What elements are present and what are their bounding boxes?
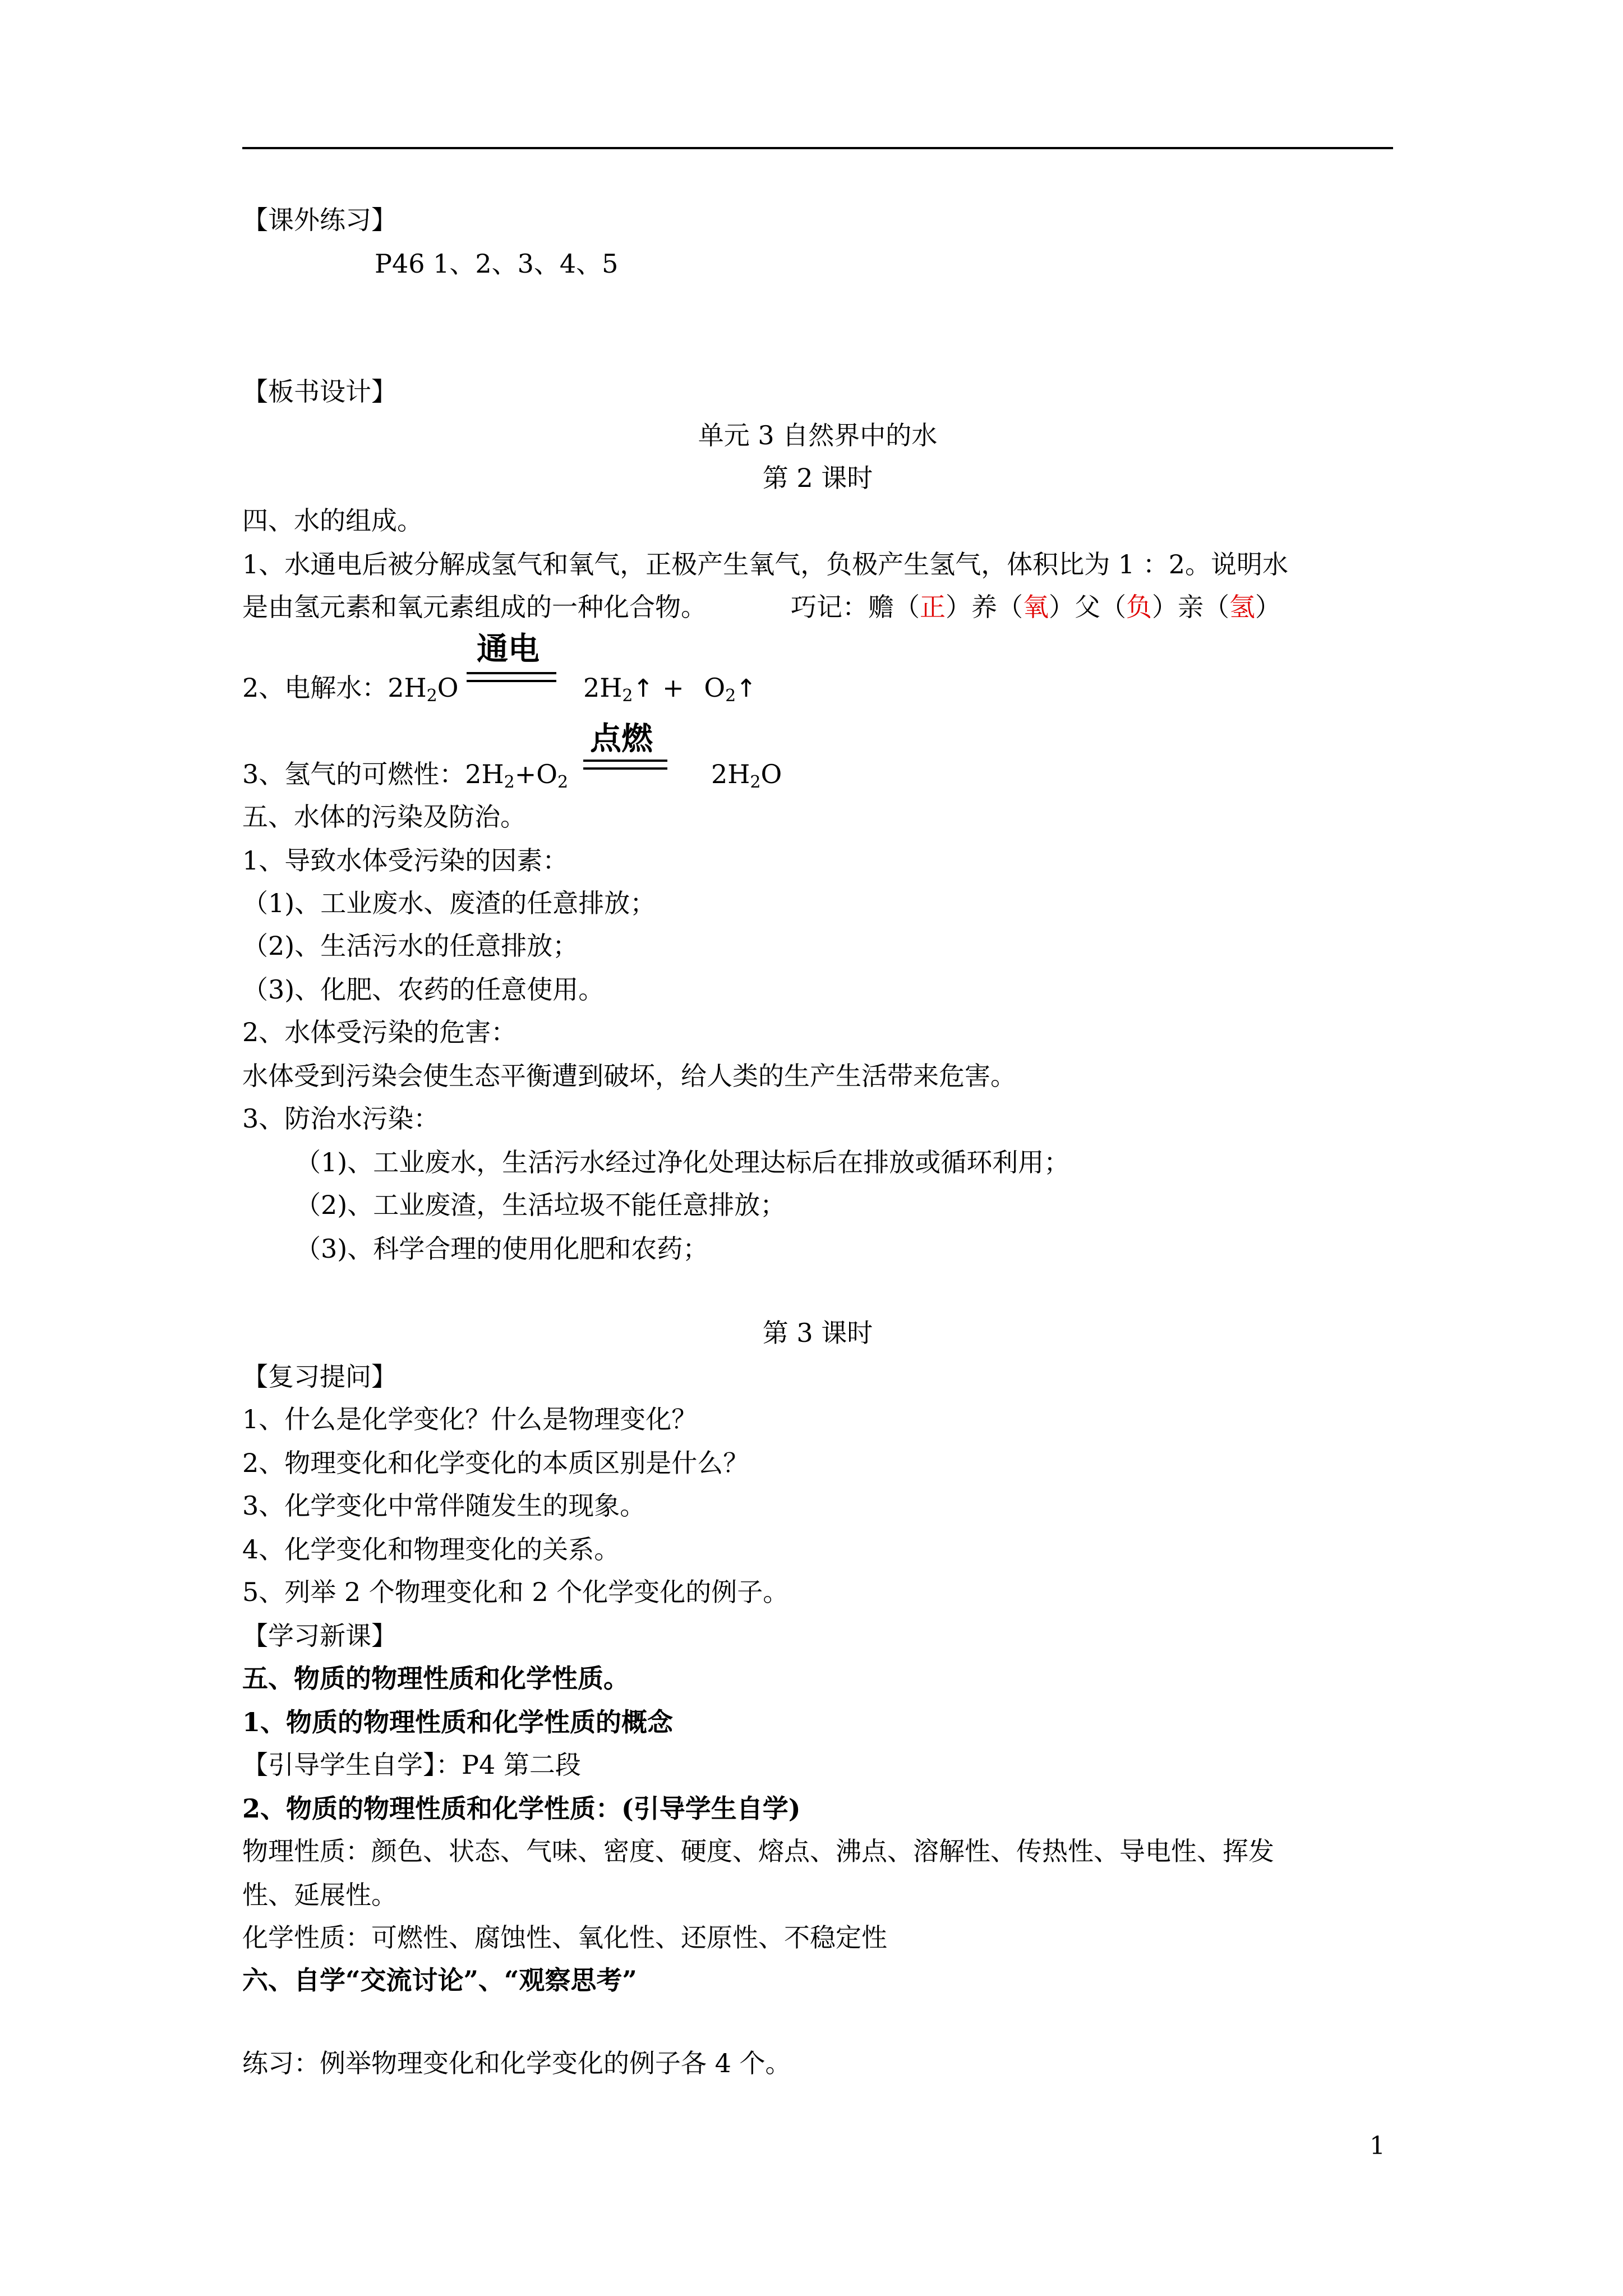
review-q2: 2、物理变化和化学变化的本质区别是什么？ — [242, 1448, 749, 1478]
review-q5: 5、列举 2 个物理变化和 2 个化学变化的例子。 — [242, 1577, 789, 1607]
equation-combustion-lhs: 3、氢气的可燃性：$2H_2+O_2$ — [242, 759, 569, 792]
exercise: 练习：例举物理变化和化学变化的例子各 4 个。 — [242, 2048, 791, 2078]
mnemonic-char-zheng: 正 — [920, 592, 946, 622]
homework-content: P46 1、2、3、4、5 — [375, 249, 619, 279]
mnemonic-char-yang: 氧 — [1023, 592, 1049, 622]
section5-item2a: 水体受到污染会使生态平衡遭到破坏，给人类的生产生活带来危害。 — [242, 1061, 1016, 1091]
section5-item1b: （2)、生活污水的任意排放； — [242, 931, 579, 961]
lesson3-title: 第 3 课时 — [762, 1318, 873, 1348]
equation-bar-bottom — [583, 767, 667, 770]
unit-title: 单元 3 自然界中的水 — [698, 420, 938, 450]
review-q4: 4、化学变化和物理变化的关系。 — [242, 1534, 620, 1565]
equation-bar-top — [467, 672, 556, 674]
review-q3: 3、化学变化中常伴随发生的现象。 — [242, 1490, 646, 1521]
equation-electrolysis-rhs: $2H_2↑$ + $O_2↑$ — [583, 673, 757, 706]
mnemonic-char-fu: 负 — [1126, 592, 1152, 622]
section5-item1a: （1)、工业废水、废渣的任意排放； — [242, 888, 656, 918]
condition-ignite: 点燃 — [590, 721, 653, 757]
condition-electricity: 通电 — [477, 631, 540, 668]
chemical-properties: 化学性质：可燃性、腐蚀性、氧化性、还原性、不稳定性 — [242, 1922, 887, 1953]
physical-properties-line1: 物理性质：颜色、状态、气味、密度、硬度、熔点、沸点、溶解性、传热性、导电性、挥发 — [242, 1836, 1274, 1866]
equation-bar-bottom — [467, 680, 556, 682]
equation-combustion-rhs: $2H_2O$ — [711, 759, 782, 792]
section5-item3a: （1)、工业废水，生活污水经过净化处理达标后在排放或循环利用； — [295, 1147, 1070, 1177]
section5-item3: 3、防治水污染： — [242, 1103, 440, 1134]
section6-title: 六、自学“交流讨论”、“观察思考” — [242, 1965, 637, 1995]
review-q1: 1、什么是化学变化？什么是物理变化？ — [242, 1404, 698, 1434]
section5-item1: 1、导致水体受污染的因素： — [242, 845, 569, 876]
homework-heading: 【课外练习】 — [242, 205, 397, 235]
lesson3-section5-item1: 1、物质的物理性质和化学性质的概念 — [242, 1707, 674, 1737]
section4-para-line1: 1、水通电后被分解成氢气和氧气，正极产生氧气，负极产生氢气，体积比为 1 ：2。说明水 — [242, 549, 1289, 579]
header-rule — [242, 147, 1393, 149]
section4-title: 四、水的组成。 — [242, 505, 423, 536]
lesson3-section5-item2: 2、物质的物理性质和化学性质：(引导学生自学) — [242, 1793, 801, 1824]
section5-item3b: （2)、工业废渣，生活垃圾不能任意排放； — [295, 1190, 786, 1220]
section4-para-line2: 是由氢元素和氧元素组成的一种化合物。 — [242, 592, 707, 622]
section5-item2: 2、水体受污染的危害： — [242, 1017, 517, 1047]
up-arrow-icon: ↑ — [633, 674, 654, 703]
mnemonic: 巧记：赡（正）养（氧）父（负）亲（氢） — [791, 592, 1281, 622]
physical-properties-line2: 性、延展性。 — [242, 1880, 397, 1910]
new-lesson-heading: 【学习新课】 — [242, 1621, 397, 1651]
section5-title: 五、水体的污染及防治。 — [242, 802, 526, 832]
up-arrow-icon: ↑ — [736, 674, 757, 703]
section5-item3c: （3)、科学合理的使用化肥和农药； — [295, 1234, 709, 1264]
page-number: 1 — [1370, 2132, 1385, 2160]
lesson2-title: 第 2 课时 — [762, 463, 873, 493]
guide-self-study: 【引导学生自学】：P4 第二段 — [242, 1750, 581, 1780]
board-heading: 【板书设计】 — [242, 376, 397, 407]
review-heading: 【复习提问】 — [242, 1361, 397, 1392]
mnemonic-char-qing: 氢 — [1229, 592, 1255, 622]
equation-bar-top — [583, 760, 667, 762]
equation-electrolysis-lhs: 2、电解水：$2H_2O$ — [242, 673, 459, 706]
lesson3-section5-title: 五、物质的物理性质和化学性质。 — [242, 1663, 629, 1694]
section5-item1c: （3)、化肥、农药的任意使用。 — [242, 974, 605, 1005]
